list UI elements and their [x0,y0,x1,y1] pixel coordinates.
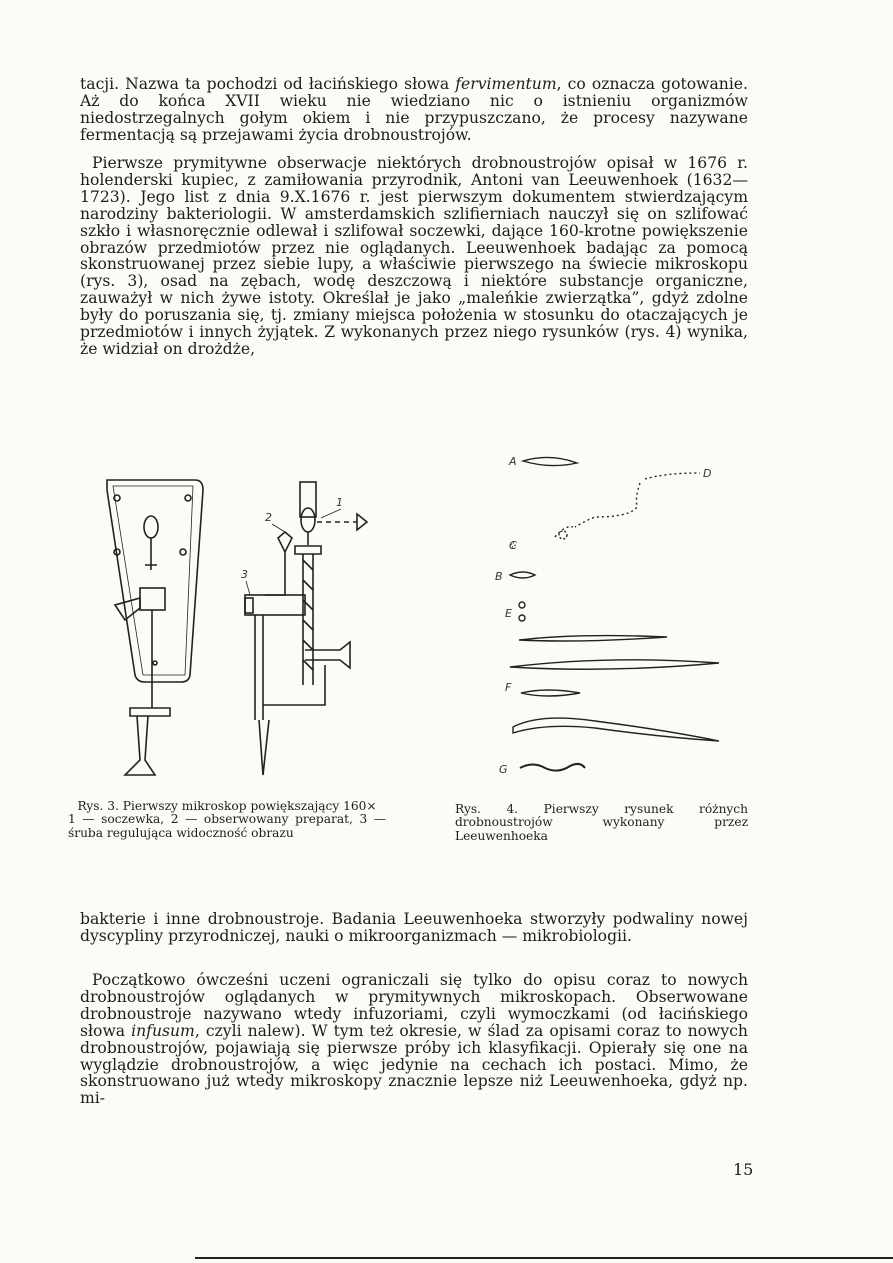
page-number: 15 [733,1160,754,1179]
figure-3-microscope [95,470,395,790]
paragraph-3: bakterie i inne drobnoustroje. Badania Leeuwenhoeka stworzyły podwaliny nowej dyscypliny przyrodniczej, nauki o mikroorganizmach — mikrobiologii. [80,910,748,945]
paragraph-1: tacji. Nazwa ta pochodzi od łacińskiego słowa fervimentum, co oznacza gotowanie. Aż do końca XVII wieku nie wiedziano nic o istnieniu organizmów niedostrzegalnych gołym okiem i nie przypuszczano, że procesy nazywane fermentacją są przejawami życia drobnoustrojów. [80,75,748,144]
figure-3-caption: Rys. 3. Pierwszy mikroskop powiększający 160× 1 — soczewka, 2 — obserwowany preparat, 3 — śruba regulująca widoczność obrazu [68,799,386,840]
figure-4-label-e: E [505,607,512,620]
figure-4-label-f: F [505,681,512,694]
figure-4-label-a: A [509,455,517,468]
figure-4-label-g: G [499,763,508,776]
figure-3-label-3: 3 [241,568,248,581]
figure-4-label-d: D [703,467,712,480]
figure-4-microorganisms [495,445,755,785]
paragraph-4: Początkowo ówcześni uczeni ograniczali się tylko do opisu coraz to nowych drobnoustrojów oglądanych w prymitywnych mikroskopach. Obserwowane drobnoustroje nazywano wtedy infuzoriami, czyli wymoczkami (od łacińskiego słowa infusum, czyli nalew). W tym też okresie, w ślad za opisami coraz to nowych drobnoustrojów, pojawiają się pierwsze próby ich klasyfikacji. Opierały się one na wyglądzie drobnoustrojów, a więc jedynie na cechach ich postaci. Mimo, że skonstruowano już wtedy mikroskopy znacznie lepsze niż Leeuwenhoeka, gdyż np. mi- [80,971,748,1108]
figure-4-label-b: B [495,570,503,583]
figure-4-caption: Rys. 4. Pierwszy rysunek różnych drobnoustrojów wykonany przez Leeuwenhoeka [455,802,748,843]
figure-4-label-c: C [509,539,517,552]
figure-3-label-2: 2 [265,511,272,524]
figure-3-label-1: 1 [336,496,343,509]
paragraph-2: Pierwsze prymitywne obserwacje niektórych drobnoustrojów opisał w 1676 r. holenderski kupiec, z zamiłowania przyrodnik, Antoni van Leeuwenhoek (1632—1723). Jego list z dnia 9.X.1676 r. jest pierwszym dokumentem stwierdzającym narodziny bakteriologii. W amsterdamskich szlifierniach nauczył się on szlifować szkło i własnoręcznie odlewał i szlifował soczewki, dające 160-krotne powiększenie obrazów przedmiotów przez nie oglądanych. Leeuwenhoek badając za pomocą skonstruowanej przez siebie lupy, a właściwie pierwszego na świecie mikroskopu (rys. 3), osad na zębach, wodę deszczową i niektóre substancje organiczne, zauważył w nich żywe istoty. Określał je jako „maleńkie zwierzątka”, gdyż zdolne były do poruszania się, tj. zmiany miejsca położenia w stosunku do otaczających je przedmiotów i innych żyjątek. Z wykonanych przez niego rysunków (rys. 4) wynika, że widział on drożdże, [80,154,748,358]
bottom-scan-edge [195,1257,893,1259]
